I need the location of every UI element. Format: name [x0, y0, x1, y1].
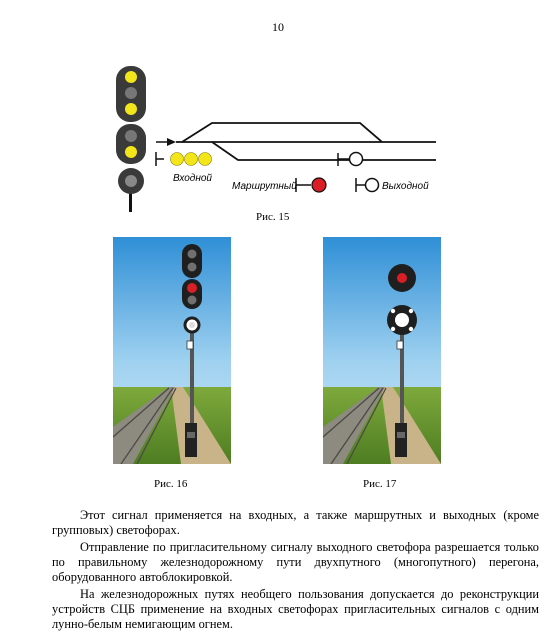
figure-17-caption: Рис. 17 — [363, 478, 397, 490]
lamp-off — [125, 175, 137, 187]
figure-16-image — [113, 237, 231, 464]
figure-17-image — [323, 237, 441, 464]
lamp-off — [125, 130, 137, 142]
track-lines — [176, 123, 436, 160]
page-number: 10 — [272, 20, 284, 34]
lamp-yellow-low — [125, 146, 137, 158]
entry-signal — [156, 152, 212, 166]
figure-15-diagram — [100, 62, 440, 212]
figure-16-caption: Рис. 16 — [154, 478, 188, 490]
arrow-head-icon — [167, 138, 176, 146]
label-entry: Входной — [173, 173, 212, 184]
lamp-yellow-mid — [125, 103, 137, 115]
paragraph-3: На железнодорожных путях необщего пользования допускается до реконструкции устройств СЦБ применение на входных светофорах пригласительных сигналов с одним лунно-белым немигающим огнем. — [52, 587, 539, 631]
intermediate-signal — [338, 153, 363, 167]
exit-signal — [356, 178, 379, 192]
label-route: Маршрутный — [232, 181, 297, 192]
route-signal — [296, 178, 326, 192]
figure-15-caption: Рис. 15 — [256, 211, 290, 223]
lamp-yellow-top — [125, 71, 137, 83]
label-exit: Выходной — [382, 181, 429, 192]
paragraph-1: Этот сигнал применяется на входных, а также маршрутных и выходных (кроме групповых) светофорах. — [52, 508, 539, 537]
body-text — [52, 508, 539, 632]
lamp-off — [125, 87, 137, 99]
paragraph-2: Отправление по пригласительному сигналу выходного светофора разрешается только по правильному железнодорожному пути двухпутного (многопутного) перегона, оборудованного автоблокировкой. — [52, 540, 539, 584]
